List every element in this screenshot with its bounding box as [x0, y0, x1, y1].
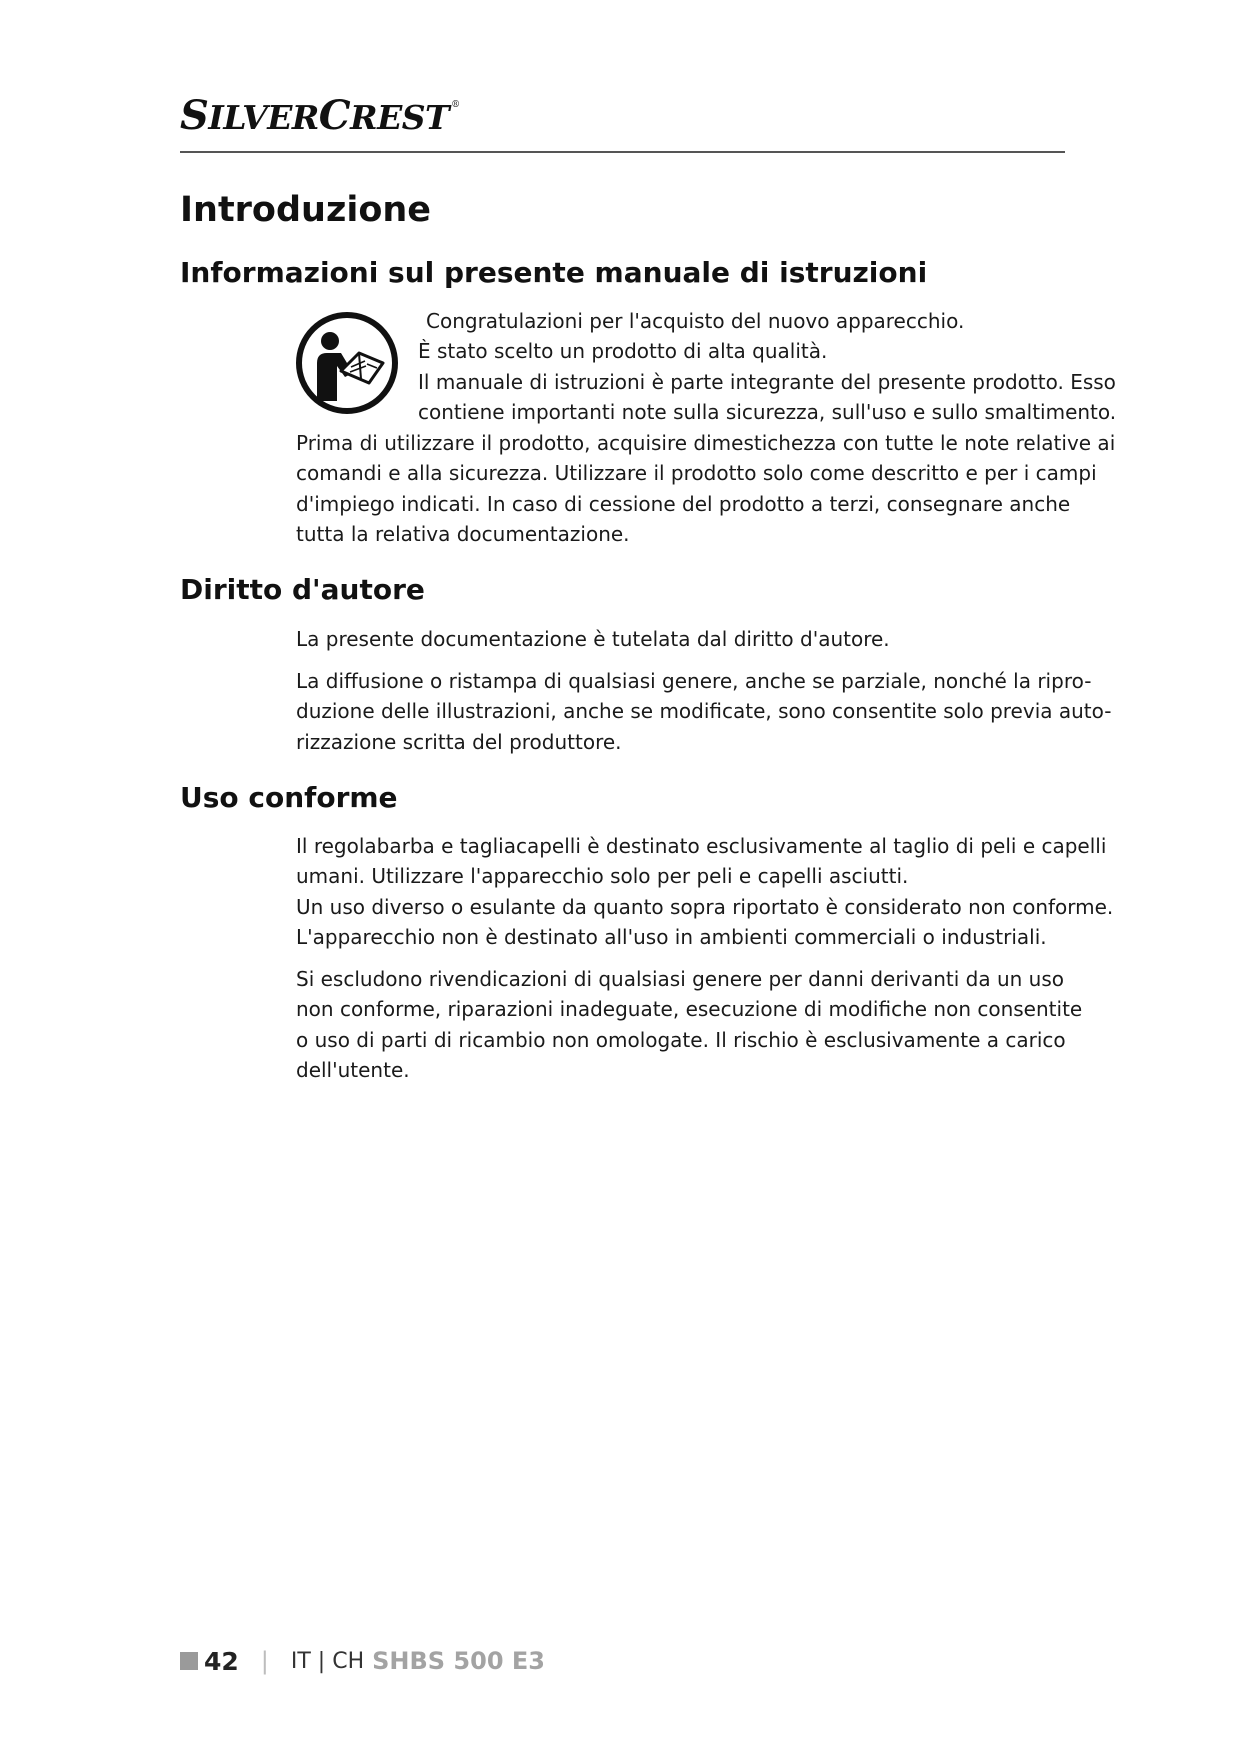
intro-line-4: contiene importanti note sulla sicurezza, sull'uso e sullo smaltimento. — [418, 400, 1117, 424]
use-line-5: Si escludono rivendicazioni di qualsiasi genere per danni derivanti da un uso — [296, 967, 1064, 991]
copyright-line-3: rizzazione scritta del produttore. — [296, 730, 622, 754]
section-heading-copyright: Diritto d'autore — [180, 573, 425, 606]
use-line-7: o uso di parti di ricambio non omologate. Il rischio è esclusivamente a carico — [296, 1028, 1066, 1052]
page-number: 42 — [204, 1646, 239, 1676]
intro-line-1: Congratulazioni per l'acquisto del nuovo apparecchio. — [426, 309, 965, 333]
footer-separator: | — [260, 1647, 269, 1675]
intro-line-7: d'impiego indicati. In caso di cessione del prodotto a terzi, consegnare anche — [296, 492, 1071, 516]
copyright-line-2: duzione delle illustrazioni, anche se modificate, sono consentite solo previa auto- — [296, 699, 1112, 723]
section-heading-intended-use: Uso conforme — [180, 781, 398, 814]
use-line-8: dell'utente. — [296, 1058, 410, 1082]
page-footer — [180, 1644, 545, 1678]
use-line-4: L'apparecchio non è destinato all'uso in ambienti commerciali o industriali. — [296, 925, 1047, 949]
section-heading-manual-info: Informazioni sul presente manuale di istruzioni — [180, 256, 928, 289]
use-line-1: Il regolabarba e tagliacapelli è destinato esclusivamente al taglio di peli e capelli — [296, 834, 1107, 858]
footer-square-icon — [180, 1652, 198, 1670]
use-line-2: umani. Utilizzare l'apparecchio solo per peli e capelli asciutti. — [296, 864, 909, 888]
copyright-line-1: La diffusione o ristampa di qualsiasi genere, anche se parziale, nonché la ripro- — [296, 669, 1092, 693]
use-line-6: non conforme, riparazioni inadeguate, esecuzione di modifiche non consentite — [296, 997, 1083, 1021]
page-title: Introduzione — [180, 190, 432, 230]
intro-line-5: Prima di utilizzare il prodotto, acquisire dimestichezza con tutte le note relative ai — [296, 431, 1116, 455]
intro-line-8: tutta la relativa documentazione. — [296, 522, 630, 546]
footer-model: SHBS 500 E3 — [372, 1647, 545, 1675]
footer-language: IT | CH — [290, 1648, 365, 1674]
intro-line-2: È stato scelto un prodotto di alta qualità. — [418, 339, 828, 363]
use-line-3: Un uso diverso o esulante da quanto sopra riportato è considerato non conforme. — [296, 895, 1114, 919]
intro-line-3: Il manuale di istruzioni è parte integrante del presente prodotto. Esso — [418, 370, 1116, 394]
read-manual-icon — [295, 311, 399, 415]
header-rule — [180, 151, 1065, 153]
silvercrest-logo: SILVERCREST ® — [180, 92, 460, 139]
copyright-paragraph-1: La presente documentazione è tutelata dal diritto d'autore. — [296, 627, 890, 651]
intro-line-6: comandi e alla sicurezza. Utilizzare il prodotto solo come descritto e per i campi — [296, 461, 1097, 485]
